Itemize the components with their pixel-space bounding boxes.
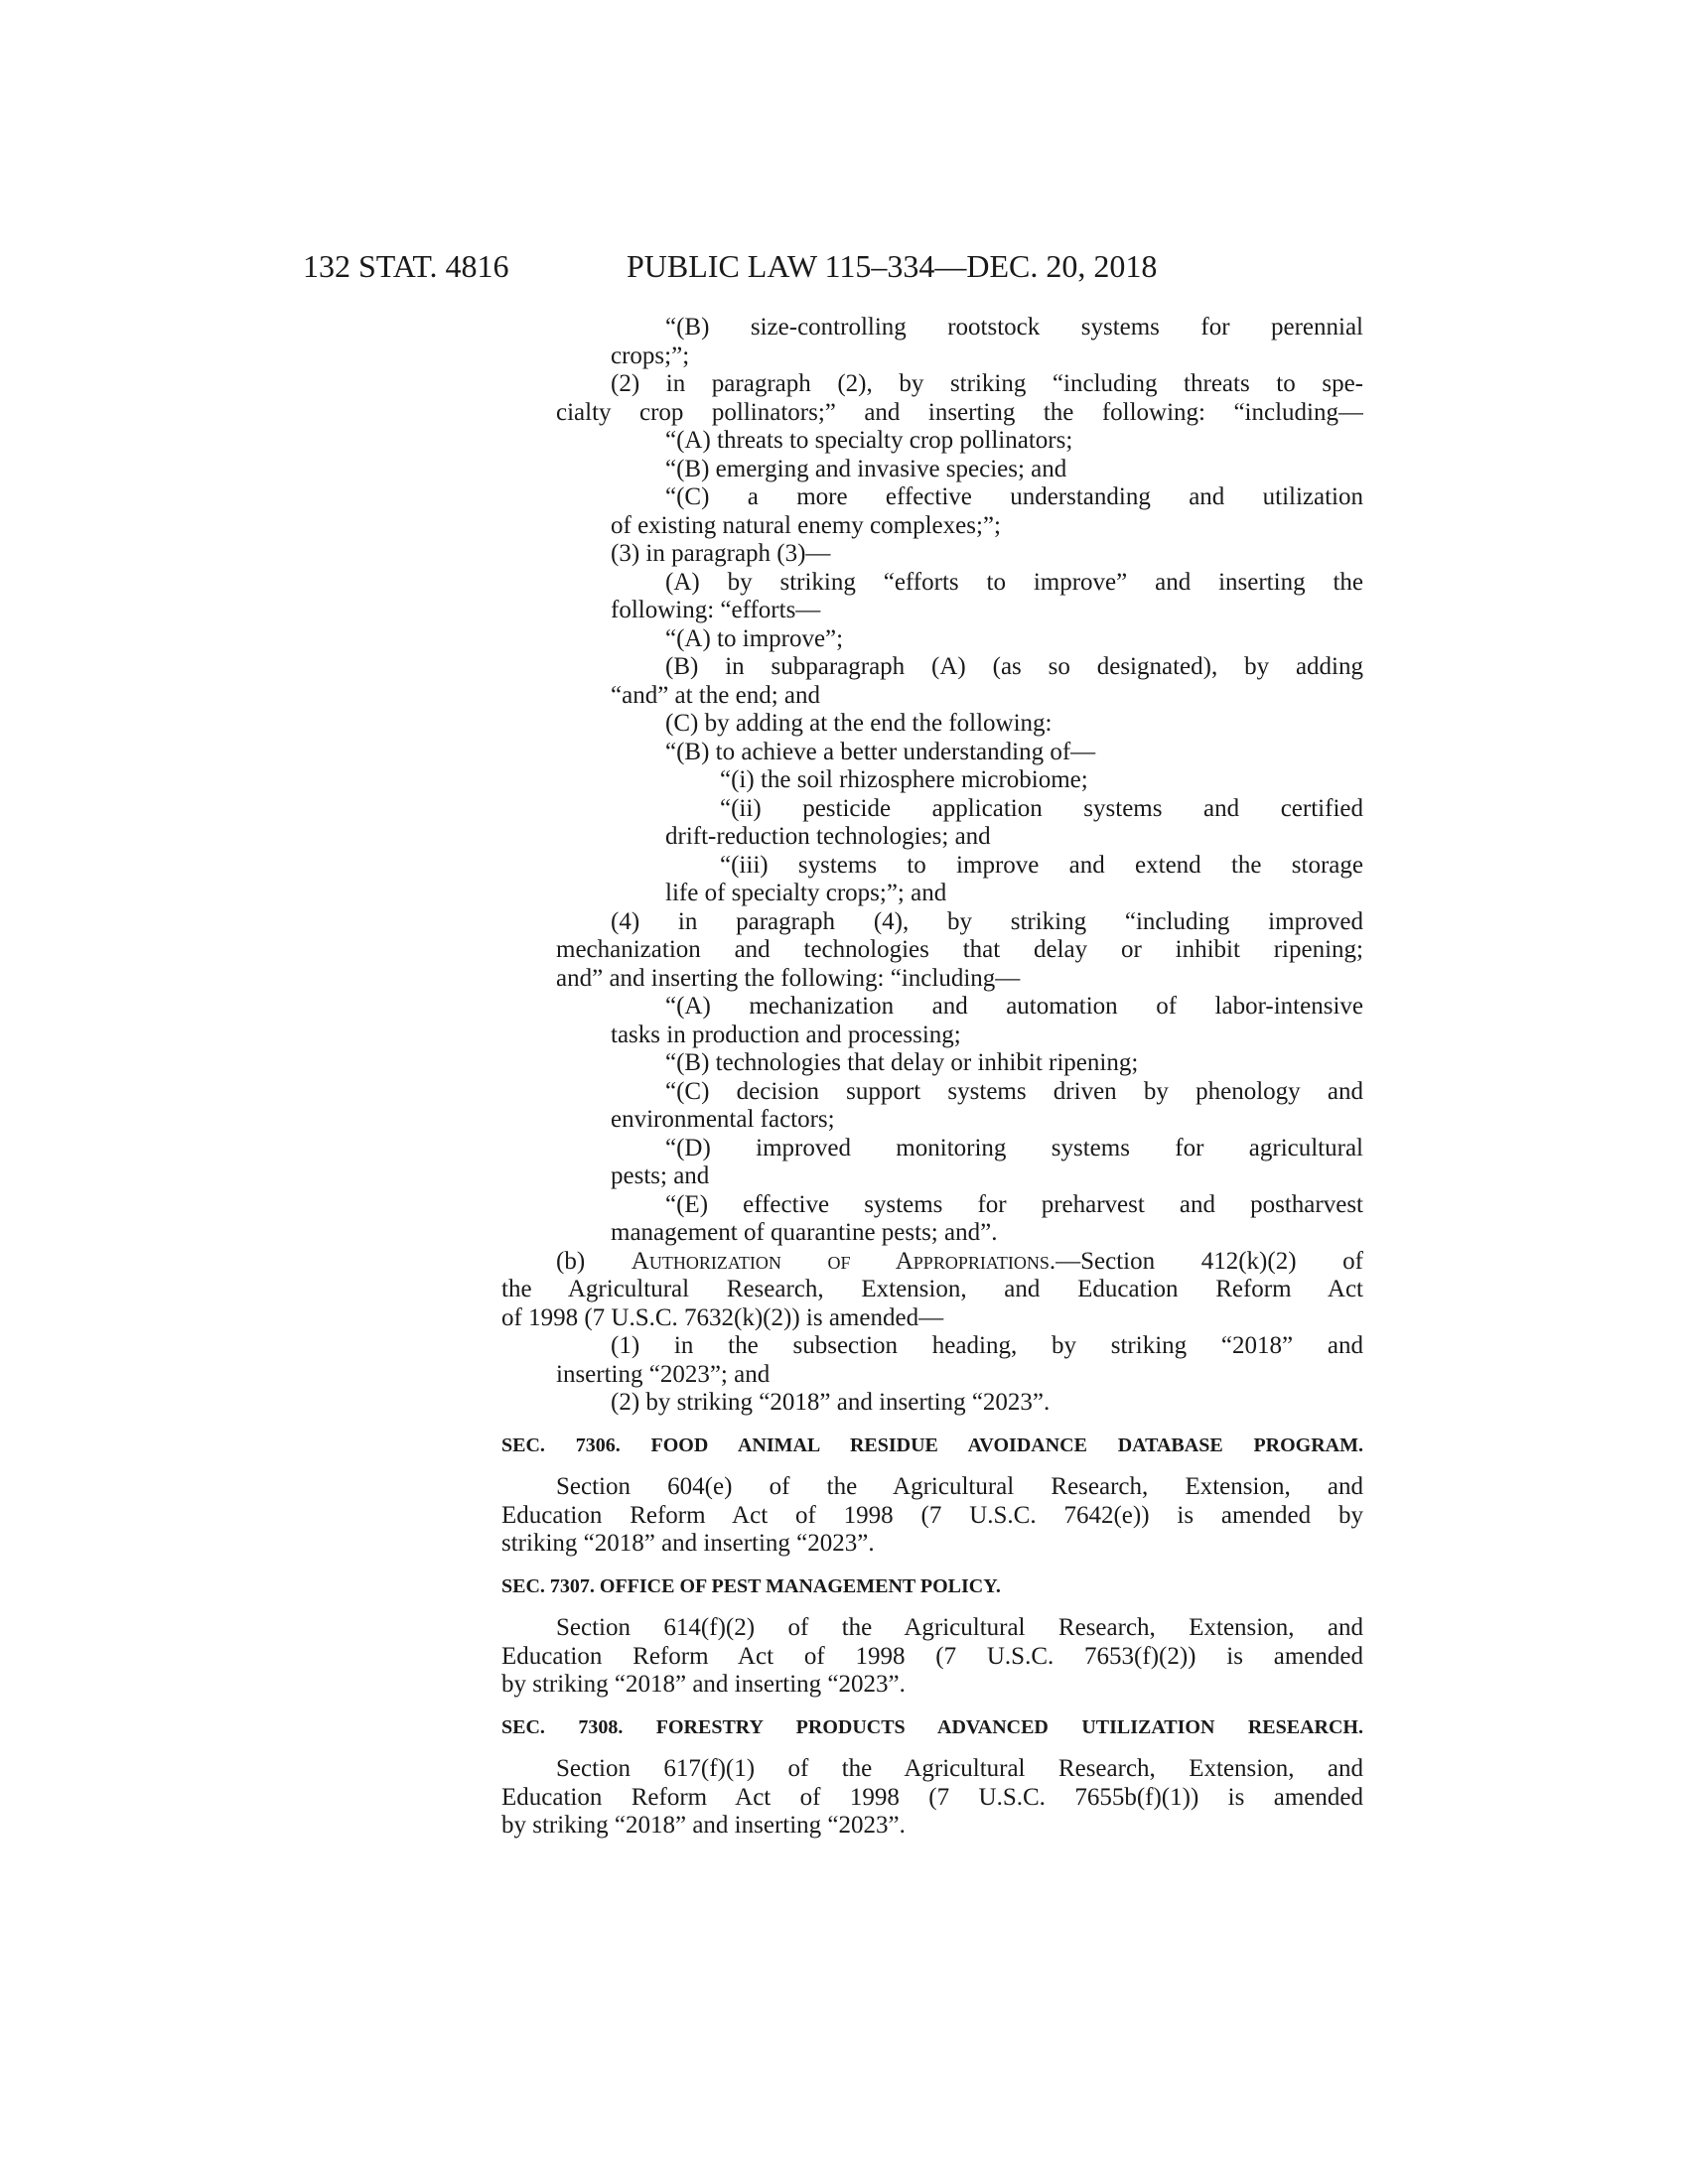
subsection-heading: Authorization of Appropriations bbox=[631, 1247, 1050, 1275]
section-spacer bbox=[501, 1741, 1363, 1755]
text-line: mechanization and technologies that delay or inhibit ripening; bbox=[556, 936, 1363, 963]
text-line: Education Reform Act of 1998 (7 U.S.C. 7642(e)) is amended by bbox=[501, 1501, 1363, 1529]
text-line: “(C) decision support systems driven by phenology and bbox=[665, 1077, 1363, 1105]
text-line: drift-reduction technologies; and bbox=[665, 823, 991, 850]
text-line: (C) by adding at the end the following: bbox=[665, 710, 1053, 737]
text-line: Section 614(f)(2) of the Agricultural Research, Extension, and bbox=[556, 1614, 1363, 1641]
text-line: “(B) emerging and invasive species; and bbox=[665, 455, 1067, 482]
text-line: (B) in subparagraph (A) (as so designated), by adding bbox=[665, 653, 1363, 680]
section-heading: SEC. 7307. OFFICE OF PEST MANAGEMENT POLICY. bbox=[501, 1574, 1001, 1597]
text-line: by striking “2018” and inserting “2023”. bbox=[501, 1812, 906, 1839]
document-body bbox=[501, 314, 1363, 1841]
text-line: (2) in paragraph (2), by striking “including threats to spe- bbox=[611, 370, 1363, 397]
section-spacer bbox=[501, 1600, 1363, 1614]
text-line: pests; and bbox=[611, 1162, 710, 1189]
text-line: “(C) a more effective understanding and utilization bbox=[665, 483, 1363, 510]
section-spacer bbox=[501, 1700, 1363, 1713]
text-line: cialty crop pollinators;” and inserting the following: “including— bbox=[556, 398, 1363, 426]
text-line: “(E) effective systems for preharvest and postharvest bbox=[665, 1190, 1363, 1218]
section-heading: SEC. 7306. FOOD ANIMAL RESIDUE AVOIDANCE DATABASE PROGRAM. bbox=[501, 1433, 1363, 1456]
text-line bbox=[556, 1248, 1363, 1277]
text-line: (3) in paragraph (3)— bbox=[611, 540, 831, 567]
text-line: “and” at the end; and bbox=[611, 681, 821, 709]
text-line: (1) in the subsection heading, by striking “2018” and bbox=[611, 1332, 1363, 1359]
text-line: “(ii) pesticide application systems and certified bbox=[720, 794, 1363, 822]
text-line: (4) in paragraph (4), by striking “including improved bbox=[611, 907, 1363, 935]
text-line: environmental factors; bbox=[611, 1106, 835, 1133]
text-line: life of specialty crops;”; and bbox=[665, 880, 947, 906]
text-line: the Agricultural Research, Extension, and Education Reform Act bbox=[501, 1276, 1363, 1302]
text-line: and” and inserting the following: “including— bbox=[556, 964, 1021, 992]
text-line: of 1998 (7 U.S.C. 7632(k)(2)) is amended— bbox=[501, 1303, 944, 1331]
text-line: “(B) size-controlling rootstock systems for perennial bbox=[665, 314, 1363, 341]
text-run: .—Section 412(k)(2) of bbox=[1049, 1247, 1363, 1275]
text-line: by striking “2018” and inserting “2023”. bbox=[501, 1671, 906, 1698]
text-line: “(D) improved monitoring systems for agricultural bbox=[665, 1134, 1363, 1161]
section-spacer bbox=[501, 1418, 1363, 1432]
text-line: striking “2018” and inserting “2023”. bbox=[501, 1530, 875, 1557]
section-heading: SEC. 7308. FORESTRY PRODUCTS ADVANCED UTILIZATION RESEARCH. bbox=[501, 1715, 1363, 1738]
text-run: (b) bbox=[556, 1247, 632, 1275]
text-line: Education Reform Act of 1998 (7 U.S.C. 7655b(f)(1)) is amended bbox=[501, 1783, 1363, 1811]
text-line: (A) by striking “efforts to improve” and inserting the bbox=[665, 568, 1363, 596]
text-line: “(A) mechanization and automation of labor-intensive bbox=[665, 993, 1363, 1020]
text-line: Section 617(f)(1) of the Agricultural Research, Extension, and bbox=[556, 1755, 1363, 1782]
text-line: Section 604(e) of the Agricultural Research, Extension, and bbox=[556, 1473, 1363, 1500]
text-line: “(iii) systems to improve and extend the storage bbox=[720, 851, 1363, 879]
text-line: tasks in production and processing; bbox=[611, 1021, 961, 1048]
text-line: “(A) threats to specialty crop pollinators; bbox=[665, 427, 1073, 454]
text-line: following: “efforts— bbox=[611, 597, 821, 623]
text-line: “(B) to achieve a better understanding of— bbox=[665, 738, 1096, 765]
running-head: PUBLIC LAW 115–334—DEC. 20, 2018 bbox=[627, 248, 1158, 284]
section-spacer bbox=[501, 1459, 1363, 1473]
text-line: (2) by striking “2018” and inserting “2023”. bbox=[611, 1389, 1051, 1416]
text-line: of existing natural enemy complexes;”; bbox=[611, 511, 1001, 539]
text-line: management of quarantine pests; and”. bbox=[611, 1219, 998, 1246]
text-line: crops;”; bbox=[611, 341, 690, 369]
text-line: Education Reform Act of 1998 (7 U.S.C. 7653(f)(2)) is amended bbox=[501, 1642, 1363, 1670]
text-line: “(i) the soil rhizosphere microbiome; bbox=[720, 766, 1088, 793]
section-spacer bbox=[501, 1559, 1363, 1572]
text-line: “(B) technologies that delay or inhibit ripening; bbox=[665, 1049, 1139, 1076]
text-line: “(A) to improve”; bbox=[665, 624, 844, 652]
text-line: inserting “2023”; and bbox=[556, 1360, 771, 1388]
page-statute-number: 132 STAT. 4816 bbox=[303, 248, 509, 284]
